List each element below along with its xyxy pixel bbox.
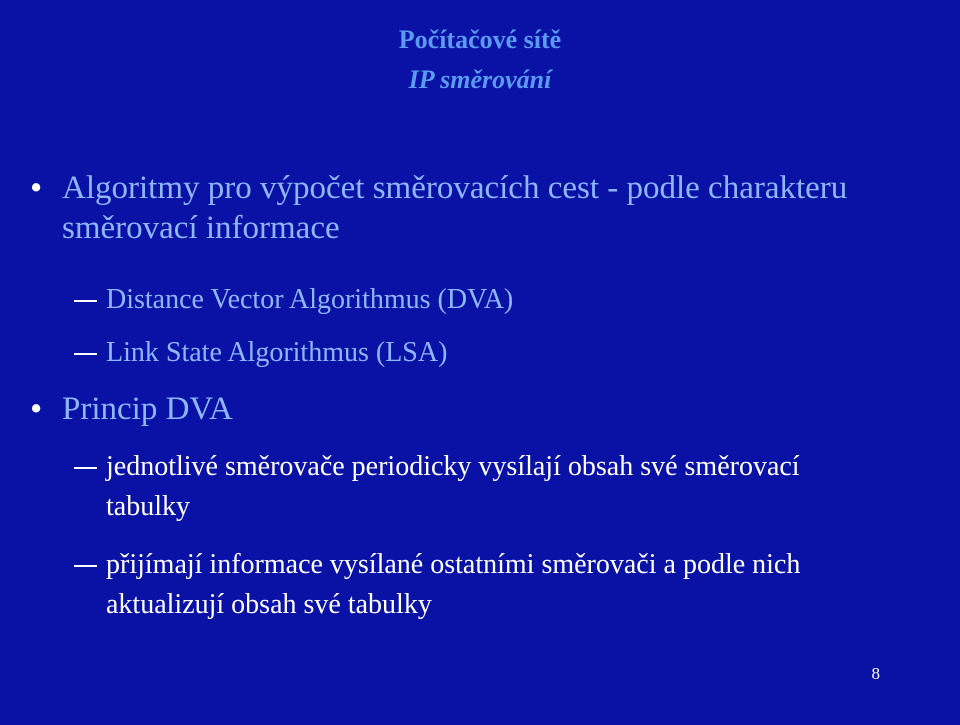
dash-icon <box>74 353 97 355</box>
bullet-icon: • <box>30 168 43 207</box>
slide-subtitle: IP směrování <box>408 65 552 94</box>
slide-title: Počítačové sítě <box>398 25 562 54</box>
dash-icon <box>74 565 97 567</box>
subitem-1-1: Distance Vector Algorithmus (DVA) <box>106 284 514 315</box>
subitem-2-2: přijímají informace vysílané ostatními směrovači a podle nich aktualizují obsah své tabulky <box>106 549 801 620</box>
bullet-2-text: Princip DVA <box>62 391 233 427</box>
bullet-1-text: Algoritmy pro výpočet směrovacích cest - podle charakteru směrovací informace <box>62 170 848 246</box>
subitem-2-1: jednotlivé směrovače periodicky vysílají obsah své směrovací tabulky <box>106 451 800 522</box>
dash-icon <box>74 300 97 302</box>
subitem-1-2: Link State Algorithmus (LSA) <box>106 337 448 368</box>
page-number: 8 <box>871 664 880 683</box>
bullet-icon: • <box>30 389 43 428</box>
dash-icon <box>74 467 97 469</box>
